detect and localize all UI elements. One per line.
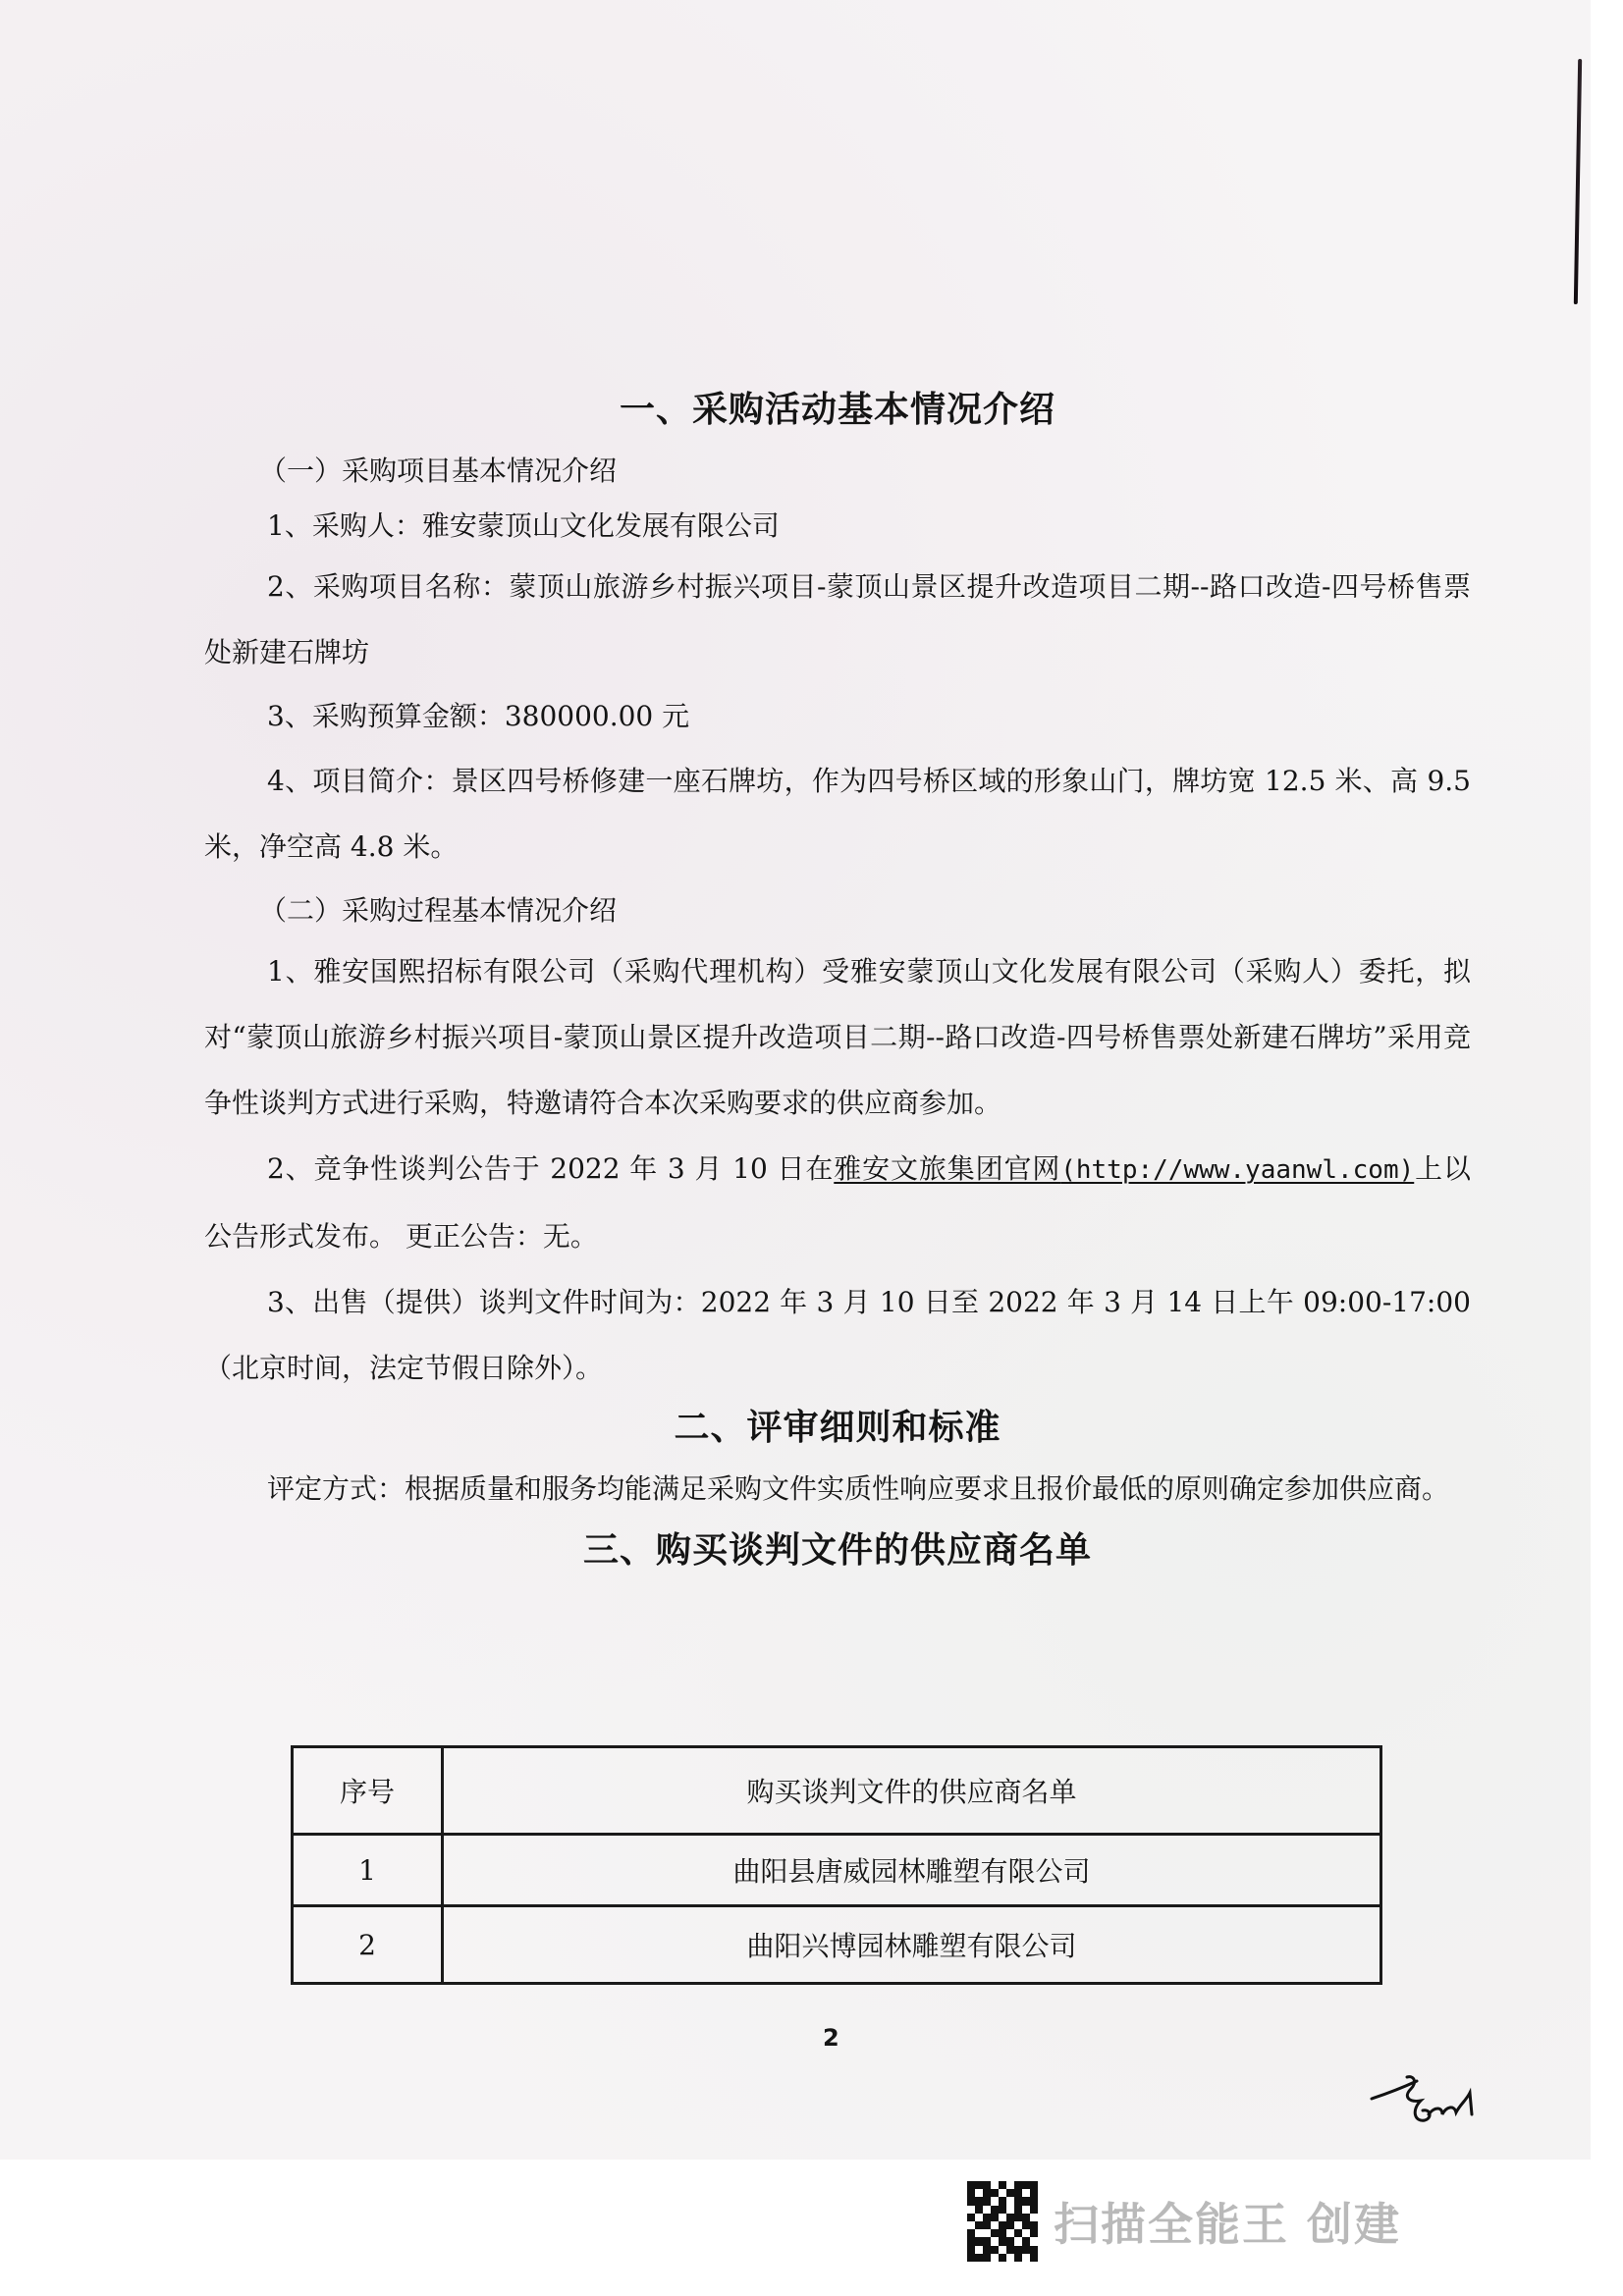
supplier-table bbox=[291, 1745, 1382, 1985]
section-title-three: 三、购买谈判文件的供应商名单 bbox=[582, 1530, 1092, 1571]
page-edge-line bbox=[1574, 59, 1582, 304]
scanner-watermark bbox=[967, 2181, 1401, 2262]
budget-item: 3、采购预算金额：380000.00 元 bbox=[267, 700, 690, 732]
qr-code-icon bbox=[967, 2181, 1038, 2262]
announcement-item bbox=[204, 1136, 1471, 1269]
watermark-text: 扫描全能王 创建 bbox=[1054, 2198, 1402, 2251]
sale-period-item: 3、出售（提供）谈判文件时间为：2022 年 3 月 10 日至 2022 年 3 月 14 日上午 09:00-17:00（北京时间，法定节假日除外）。 bbox=[204, 1286, 1471, 1384]
agency-entrust-item: 1、雅安国熙招标有限公司（采购代理机构）受雅安蒙顶山文化发展有限公司（采购人）委托，拟对“蒙顶山旅游乡村振兴项目-蒙顶山景区提升改造项目二期--路口改造-四号桥售票处新建石牌坊”采用竞争性谈判方式进行采购，特邀请符合本次采购要求的供应商参加。 bbox=[204, 955, 1471, 1119]
column-header-index: 序号 bbox=[293, 1747, 443, 1835]
table-header-row bbox=[293, 1747, 1381, 1835]
supplier-name: 曲阳兴博园林雕塑有限公司 bbox=[443, 1906, 1381, 1984]
table-row bbox=[293, 1906, 1381, 1984]
evaluation-method: 评定方式：根据质量和服务均能满足采购文件实质性响应要求且报价最低的原则确定参加供应商。 bbox=[267, 1472, 1450, 1505]
project-summary-item: 4、项目简介：景区四号桥修建一座石牌坊，作为四号桥区域的形象山门，牌坊宽 12.5 米、高 9.5 米，净空高 4.8 米。 bbox=[204, 765, 1471, 863]
row-index: 2 bbox=[293, 1906, 443, 1984]
announcement-prefix: 2、竞争性谈判公告于 2022 年 3 月 10 日在 bbox=[267, 1152, 835, 1185]
page-number: 2 bbox=[823, 2024, 839, 2052]
website-link-text: 雅安文旅集团官网 bbox=[834, 1152, 1061, 1185]
announcement-suffix: 上以公告形式发布。 更正公告：无。 bbox=[204, 1152, 1471, 1253]
table-row bbox=[293, 1835, 1381, 1906]
purchaser-item: 1、采购人：雅安蒙顶山文化发展有限公司 bbox=[267, 509, 780, 542]
subsection-heading-two: （二）采购过程基本情况介绍 bbox=[259, 894, 618, 927]
website-link[interactable] bbox=[834, 1152, 1414, 1185]
supplier-name: 曲阳县唐威园林雕塑有限公司 bbox=[443, 1835, 1381, 1906]
column-header-supplier: 购买谈判文件的供应商名单 bbox=[443, 1747, 1381, 1835]
handwritten-signature-icon bbox=[1360, 2071, 1507, 2140]
website-link-url: (http://www.yaanwl.com) bbox=[1060, 1155, 1415, 1185]
project-name-item: 2、采购项目名称：蒙顶山旅游乡村振兴项目-蒙顶山景区提升改造项目二期--路口改造-四号桥售票处新建石牌坊 bbox=[204, 570, 1471, 668]
document-body bbox=[204, 383, 1471, 1578]
subsection-heading-one: （一）采购项目基本情况介绍 bbox=[259, 454, 618, 487]
row-index: 1 bbox=[293, 1835, 443, 1906]
section-title-one: 一、采购活动基本情况介绍 bbox=[619, 390, 1055, 430]
section-title-two: 二、评审细则和标准 bbox=[674, 1408, 1001, 1448]
